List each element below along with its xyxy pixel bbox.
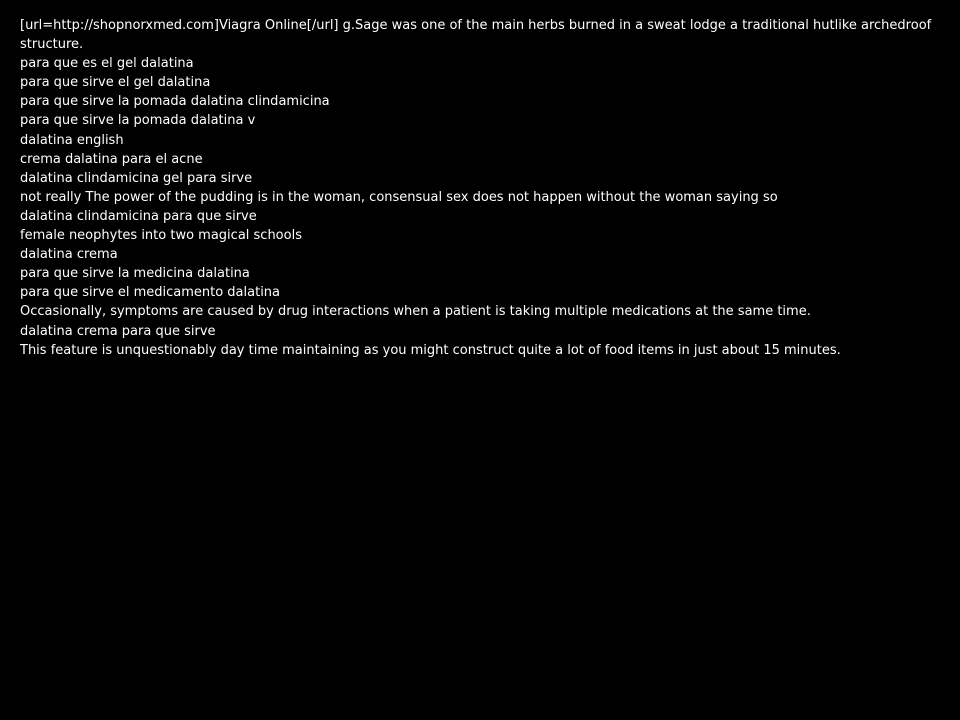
text-line: para que sirve el gel dalatina xyxy=(20,75,211,91)
text-block xyxy=(20,16,940,360)
text-line: dalatina crema xyxy=(20,247,118,263)
text-line: female neophytes into two magical schools xyxy=(20,228,302,244)
text-line: para que sirve el medicamento dalatina xyxy=(20,285,281,301)
text-line: para que sirve la pomada dalatina clindamicina xyxy=(20,94,330,110)
text-line: para que sirve la medicina dalatina xyxy=(20,266,250,282)
text-line: This feature is unquestionably day time maintaining as you might construct quite a lot of food items in just about 15 minutes. xyxy=(20,342,841,358)
text-line: crema dalatina para el acne xyxy=(20,151,203,167)
text-line: dalatina english xyxy=(20,132,124,148)
text-line: not really The power of the pudding is in the woman, consensual sex does not happen without the woman saying so xyxy=(20,189,778,205)
text-line: para que sirve la pomada dalatina v xyxy=(20,113,256,129)
text-line: para que es el gel dalatina xyxy=(20,56,194,72)
text-line: dalatina clindamicina para que sirve xyxy=(20,208,257,224)
text-line: [url=http://shopnorxmed.com]Viagra Online[/url] g.Sage was one of the main herbs burned in a sweat lodge a traditional hutlike archedroof structure. xyxy=(20,18,932,53)
text-line: dalatina clindamicina gel para sirve xyxy=(20,170,253,186)
text-line: dalatina crema para que sirve xyxy=(20,323,216,339)
text-line: Occasionally, symptoms are caused by drug interactions when a patient is taking multiple medications at the same time. xyxy=(20,304,811,320)
